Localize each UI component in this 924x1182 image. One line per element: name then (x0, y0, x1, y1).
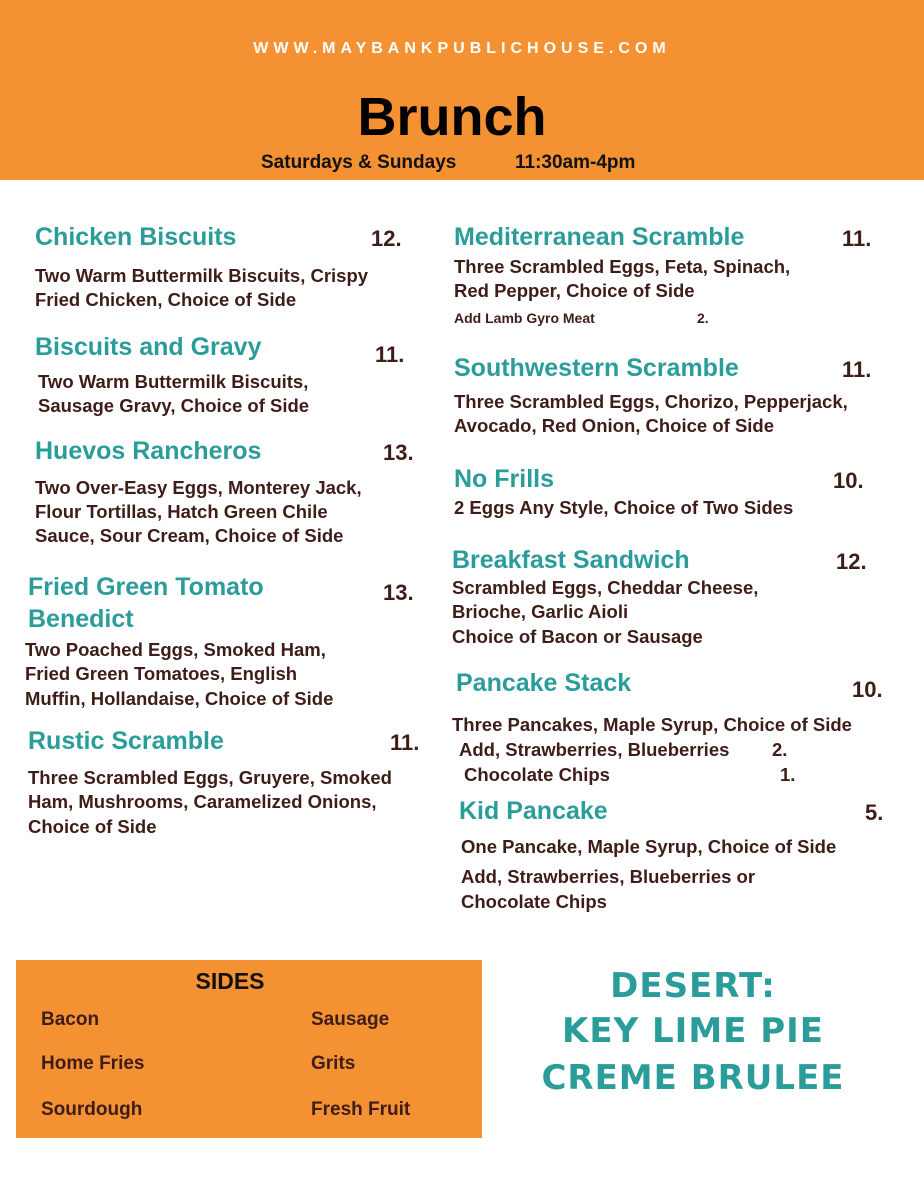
addon-label: Add Lamb Gyro Meat (454, 310, 595, 326)
item-desc-line: Choice of Side (28, 816, 157, 837)
item-desc-line: Two Poached Eggs, Smoked Ham, (25, 639, 326, 660)
side-item: Home Fries (41, 1053, 145, 1074)
item-name-kid-pancake: Kid Pancake (459, 797, 608, 825)
desert-item: KEY LIME PIE (561, 1011, 825, 1051)
item-name-fried-green-tomato-benedict: Fried Green Tomato (28, 573, 264, 601)
addon-price: 2. (697, 310, 709, 326)
item-price-pancake-stack: 10. (852, 677, 883, 702)
item-desc-line: Two Warm Buttermilk Biscuits, (38, 371, 309, 392)
addon-label: Chocolate Chips (464, 764, 610, 785)
item-desc-line: Ham, Mushrooms, Caramelized Onions, (28, 791, 377, 812)
item-desc-line: Three Scrambled Eggs, Gruyere, Smoked (28, 767, 392, 788)
item-desc-line: Three Pancakes, Maple Syrup, Choice of Side (452, 714, 852, 735)
item-name-breakfast-sandwich: Breakfast Sandwich (452, 546, 690, 574)
desert-heading: DESERT: (610, 966, 776, 1006)
desert-item: CREME BRULEE (541, 1058, 845, 1098)
page-title: Brunch (357, 87, 547, 147)
side-item: Grits (311, 1053, 356, 1074)
item-name-rustic-scramble: Rustic Scramble (28, 727, 224, 755)
item-desc-line: Muffin, Hollandaise, Choice of Side (25, 688, 334, 709)
hours-label: 11:30am-4pm (515, 152, 636, 173)
side-item: Fresh Fruit (311, 1099, 411, 1120)
sides-title: SIDES (195, 968, 265, 994)
side-item: Sausage (311, 1009, 390, 1030)
addon-desc-line: Add, Strawberries, Blueberries or (461, 866, 756, 887)
item-desc-line: Sauce, Sour Cream, Choice of Side (35, 525, 344, 546)
side-item: Sourdough (41, 1099, 143, 1120)
item-desc-line: Sausage Gravy, Choice of Side (38, 395, 310, 416)
item-desc-line: One Pancake, Maple Syrup, Choice of Side (461, 836, 837, 857)
item-price-chicken-biscuits: 12. (371, 226, 402, 251)
item-desc-line: Brioche, Garlic Aioli (452, 601, 629, 622)
item-name-pancake-stack: Pancake Stack (456, 669, 632, 697)
item-price-mediterranean-scramble: 11. (842, 226, 872, 251)
item-desc-line: Flour Tortillas, Hatch Green Chile (35, 501, 328, 522)
item-name-chicken-biscuits: Chicken Biscuits (35, 223, 237, 251)
item-price-biscuits-and-gravy: 11. (375, 342, 405, 367)
item-price-no-frills: 10. (833, 468, 864, 493)
item-desc-line: Avocado, Red Onion, Choice of Side (454, 415, 775, 436)
item-name-huevos-rancheros: Huevos Rancheros (35, 437, 262, 465)
item-desc-line: Three Scrambled Eggs, Feta, Spinach, (454, 256, 791, 277)
item-desc-line: Scrambled Eggs, Cheddar Cheese, (452, 577, 759, 598)
addon-desc-line: Chocolate Chips (461, 891, 607, 912)
item-name-no-frills: No Frills (454, 465, 555, 493)
side-item: Bacon (41, 1009, 100, 1030)
item-name-biscuits-and-gravy: Biscuits and Gravy (35, 333, 262, 361)
item-desc-line: Red Pepper, Choice of Side (454, 280, 695, 301)
addon-price: 2. (772, 739, 788, 760)
item-price-rustic-scramble: 11. (390, 730, 420, 755)
item-price-kid-pancake: 5. (865, 800, 884, 825)
days-label: Saturdays & Sundays (261, 152, 457, 173)
item-price-breakfast-sandwich: 12. (836, 549, 867, 574)
item-name-fried-green-tomato-benedict-line2: Benedict (28, 605, 134, 633)
item-desc-line: Two Over-Easy Eggs, Monterey Jack, (35, 477, 362, 498)
item-desc-line: Two Warm Buttermilk Biscuits, Crispy (35, 265, 369, 286)
item-price-southwestern-scramble: 11. (842, 357, 872, 382)
item-desc-line: Fried Green Tomatoes, English (25, 663, 298, 684)
website-url[interactable]: WWW.MAYBANKPUBLICHOUSE.COM (253, 40, 671, 57)
item-desc-line: Choice of Bacon or Sausage (452, 626, 703, 647)
addon-label: Add, Strawberries, Blueberries (459, 739, 730, 760)
item-desc-line: Three Scrambled Eggs, Chorizo, Pepperjack, (454, 391, 848, 412)
item-price-fried-green-tomato-benedict: 13. (383, 580, 414, 605)
addon-price: 1. (780, 764, 796, 785)
item-desc-line: 2 Eggs Any Style, Choice of Two Sides (454, 497, 794, 518)
item-price-huevos-rancheros: 13. (383, 440, 414, 465)
item-name-southwestern-scramble: Southwestern Scramble (454, 354, 739, 382)
item-name-mediterranean-scramble: Mediterranean Scramble (454, 223, 745, 251)
item-desc-line: Fried Chicken, Choice of Side (35, 289, 297, 310)
